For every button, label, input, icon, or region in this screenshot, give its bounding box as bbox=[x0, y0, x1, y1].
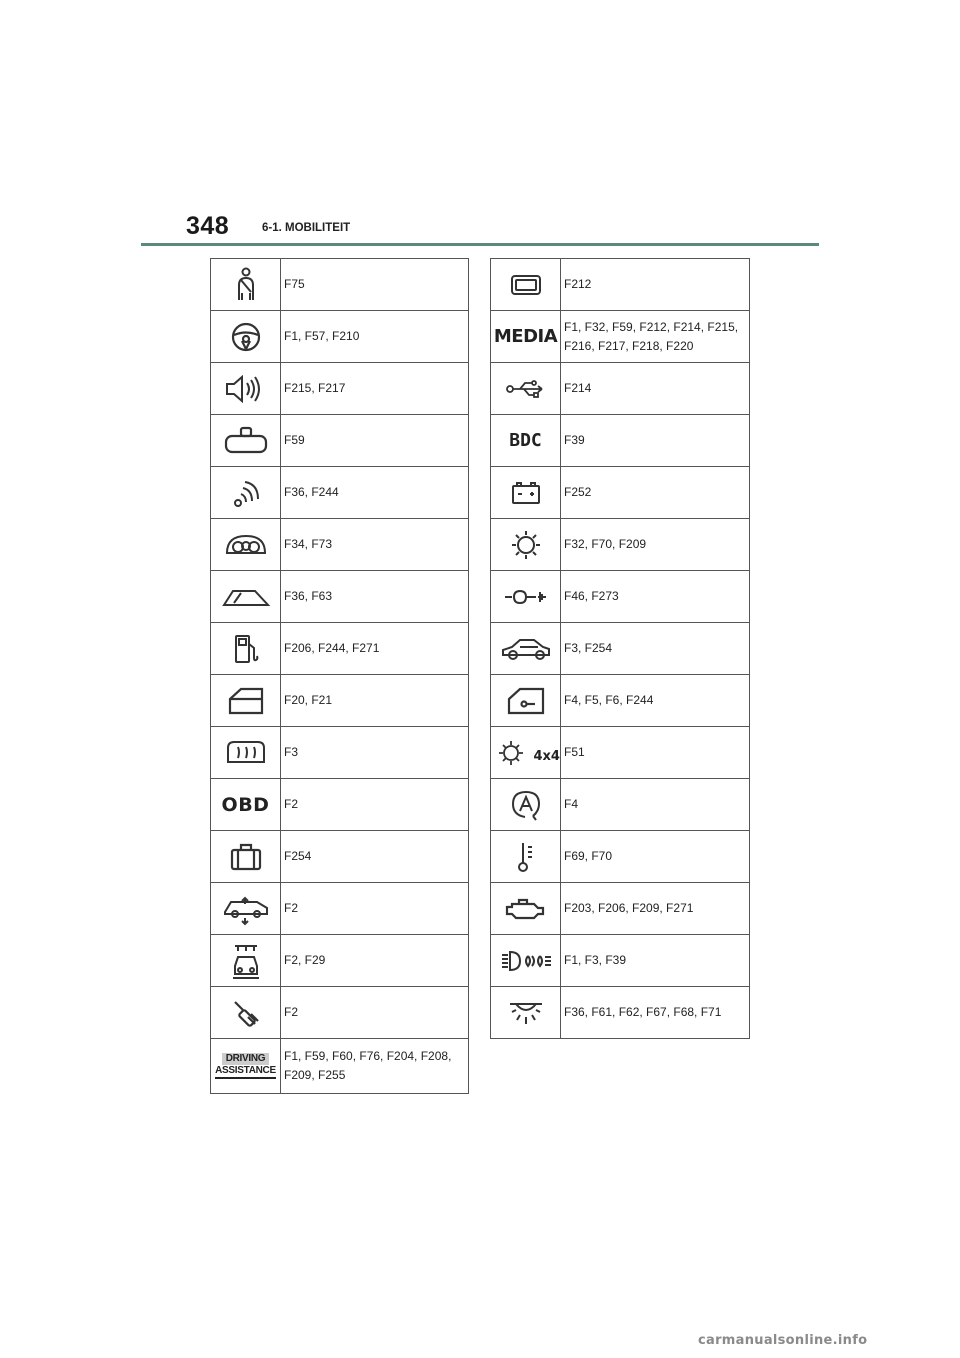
obd-label: OBD bbox=[221, 793, 270, 816]
table-row bbox=[491, 571, 750, 623]
watermark: carmanualsonline.info bbox=[698, 1333, 868, 1348]
fuse-list: F4 bbox=[561, 779, 750, 831]
thermometer-icon bbox=[491, 831, 561, 883]
battery-icon bbox=[491, 467, 561, 519]
table-row bbox=[491, 519, 750, 571]
table-row bbox=[211, 935, 469, 987]
fuse-list: F69, F70 bbox=[561, 831, 750, 883]
fuse-list: F215, F217 bbox=[281, 363, 469, 415]
car-side-icon bbox=[491, 623, 561, 675]
fuse-list: F2 bbox=[281, 987, 469, 1039]
door-lock-icon bbox=[491, 675, 561, 727]
4x4-label: 4x4 bbox=[533, 749, 560, 764]
table-row bbox=[211, 363, 469, 415]
fuse-list: F1, F3, F39 bbox=[561, 935, 750, 987]
table-row bbox=[211, 623, 469, 675]
table-row bbox=[491, 623, 750, 675]
fuse-list: F75 bbox=[281, 259, 469, 311]
fuse-table-right bbox=[490, 258, 750, 1039]
fuse-list: F36, F61, F62, F67, F68, F71 bbox=[561, 987, 750, 1039]
table-row bbox=[211, 311, 469, 363]
display-screen-icon bbox=[491, 259, 561, 311]
table-row bbox=[491, 831, 750, 883]
fuse-list: F1, F59, F60, F76, F204, F208, F209, F255 bbox=[281, 1039, 469, 1094]
gear-icon bbox=[491, 519, 561, 571]
table-row bbox=[211, 883, 469, 935]
fuse-list: F39 bbox=[561, 415, 750, 467]
table-row bbox=[491, 987, 750, 1039]
fuel-pump-icon bbox=[211, 623, 281, 675]
seatbelt-icon bbox=[211, 259, 281, 311]
table-row bbox=[211, 831, 469, 883]
table-row bbox=[211, 519, 469, 571]
bdc-label: BDC bbox=[509, 430, 542, 451]
table-row bbox=[491, 467, 750, 519]
rear-defroster-icon bbox=[211, 727, 281, 779]
car-lift-icon bbox=[211, 883, 281, 935]
fuse-list: F2, F29 bbox=[281, 935, 469, 987]
fuse-list: F3 bbox=[281, 727, 469, 779]
driving-assistance-icon bbox=[211, 1039, 281, 1094]
auto-stop-icon bbox=[491, 779, 561, 831]
table-row bbox=[491, 363, 750, 415]
fuse-list: F4, F5, F6, F244 bbox=[561, 675, 750, 727]
interior-mirror-icon bbox=[211, 415, 281, 467]
fuse-list: F206, F244, F271 bbox=[281, 623, 469, 675]
table-row bbox=[491, 259, 750, 311]
fuse-list: F3, F254 bbox=[561, 623, 750, 675]
obd-icon bbox=[211, 779, 281, 831]
wireless-signal-icon bbox=[211, 467, 281, 519]
fuse-list: F36, F244 bbox=[281, 467, 469, 519]
table-row bbox=[211, 779, 469, 831]
table-row bbox=[491, 883, 750, 935]
media-icon bbox=[491, 311, 561, 363]
fuse-list: F20, F21 bbox=[281, 675, 469, 727]
fuse-list: F254 bbox=[281, 831, 469, 883]
table-row bbox=[491, 935, 750, 987]
interior-light-icon bbox=[491, 987, 561, 1039]
fuse-table-left bbox=[210, 258, 469, 1094]
table-row bbox=[491, 311, 750, 363]
driving-label: DRIVING bbox=[222, 1053, 270, 1065]
fuse-list: F203, F206, F209, F271 bbox=[561, 883, 750, 935]
lights-icon bbox=[491, 935, 561, 987]
assistance-label: ASSISTANCE bbox=[215, 1065, 276, 1079]
engine-icon bbox=[491, 883, 561, 935]
car-door-icon bbox=[211, 675, 281, 727]
screwdriver-icon bbox=[211, 987, 281, 1039]
car-roof-icon bbox=[211, 571, 281, 623]
table-row bbox=[211, 727, 469, 779]
table-row bbox=[211, 467, 469, 519]
bdc-icon bbox=[491, 415, 561, 467]
fuse-list: F1, F57, F210 bbox=[281, 311, 469, 363]
section-title: 6-1. MOBILITEIT bbox=[262, 222, 351, 234]
table-row bbox=[491, 779, 750, 831]
page-number: 348 bbox=[186, 212, 230, 240]
fuse-list: F32, F70, F209 bbox=[561, 519, 750, 571]
table-row bbox=[491, 727, 750, 779]
fuse-list: F46, F273 bbox=[561, 571, 750, 623]
fuse-list: F36, F63 bbox=[281, 571, 469, 623]
luggage-icon bbox=[211, 831, 281, 883]
table-row bbox=[211, 987, 469, 1039]
fuse-list: F252 bbox=[561, 467, 750, 519]
horn-icon bbox=[491, 571, 561, 623]
table-row bbox=[211, 259, 469, 311]
fuse-list: F1, F32, F59, F212, F214, F215, F216, F217, F218, F220 bbox=[561, 311, 750, 363]
fuse-list: F214 bbox=[561, 363, 750, 415]
instrument-cluster-icon bbox=[211, 519, 281, 571]
car-wash-icon bbox=[211, 935, 281, 987]
speaker-icon bbox=[211, 363, 281, 415]
table-row bbox=[211, 415, 469, 467]
table-row bbox=[211, 1039, 469, 1094]
fuse-list: F212 bbox=[561, 259, 750, 311]
fuse-list: F34, F73 bbox=[281, 519, 469, 571]
steering-wheel-icon bbox=[211, 311, 281, 363]
header-rule bbox=[141, 243, 819, 246]
gear-4x4-icon bbox=[491, 727, 561, 779]
table-row bbox=[491, 675, 750, 727]
fuse-list: F51 bbox=[561, 727, 750, 779]
fuse-list: F2 bbox=[281, 779, 469, 831]
fuse-list: F2 bbox=[281, 883, 469, 935]
usb-icon bbox=[491, 363, 561, 415]
table-row bbox=[491, 415, 750, 467]
media-label: MEDIA bbox=[493, 326, 558, 347]
table-row bbox=[211, 675, 469, 727]
fuse-list: F59 bbox=[281, 415, 469, 467]
table-row bbox=[211, 571, 469, 623]
